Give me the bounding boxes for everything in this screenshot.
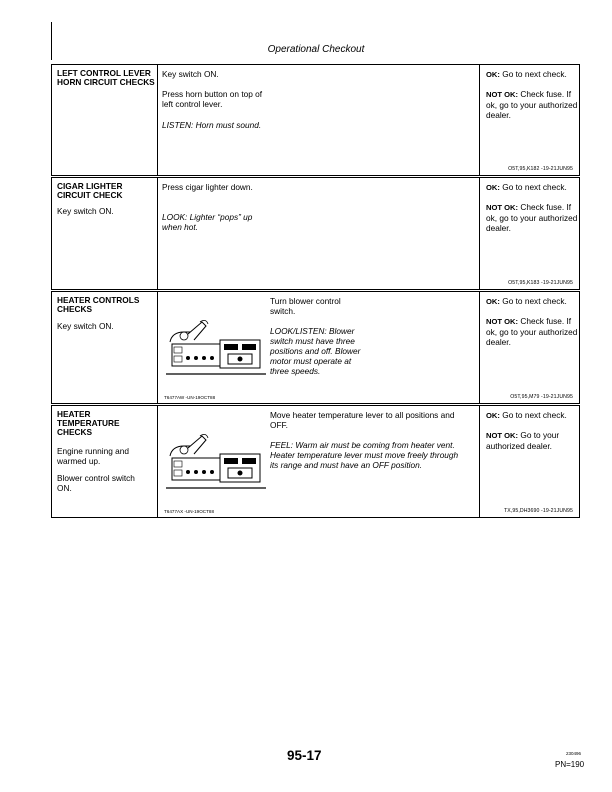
check-row-heater-temperature xyxy=(51,405,580,518)
check-row-heater-controls xyxy=(51,291,580,404)
figure-code: T6477AX -UN-19OCT88 xyxy=(164,509,215,514)
step-text: Move heater temperature lever to all positions and OFF. xyxy=(270,410,455,430)
result-not-ok: NOT OK: Go to your authorized dealer. xyxy=(486,430,560,451)
page-header: Operational Checkout xyxy=(267,44,365,55)
result-ok: OK: Go to next check. xyxy=(486,410,567,420)
check-title: HEATER CONTROLS CHECKS xyxy=(57,295,140,315)
result-not-ok: NOT OK: Check fuse. If ok, go to your authorized dealer. xyxy=(486,202,578,233)
step-check: LISTEN: Horn must sound. xyxy=(162,120,262,130)
result-ok: OK: Go to next check. xyxy=(486,69,567,79)
ref-code: O5T,95,K183 -19-21JUN95 xyxy=(508,280,573,286)
condition-text: Key switch ON. xyxy=(57,206,114,216)
result-not-ok: NOT OK: Check fuse. If ok, go to your authorized dealer. xyxy=(486,316,578,347)
condition-text: Key switch ON. xyxy=(57,321,114,331)
heater-control-panel-illustration xyxy=(162,428,270,500)
ref-code: TX,95,DH3690 -19-21JUN95 xyxy=(503,508,573,514)
condition-text: Engine running and warmed up. xyxy=(57,446,129,466)
ref-code: O5T,95,M79 -19-21JUN95 xyxy=(510,394,573,400)
result-ok: OK: Go to next check. xyxy=(486,296,567,306)
check-row-horn xyxy=(51,64,580,176)
footer-date: 230496 xyxy=(566,751,582,756)
check-title: LEFT CONTROL LEVER HORN CIRCUIT CHECKS xyxy=(57,68,155,88)
check-title: CIGAR LIGHTER CIRCUIT CHECK xyxy=(57,181,123,201)
footer-pn: PN=190 xyxy=(555,760,585,769)
step-text: Press cigar lighter down. xyxy=(162,182,253,192)
condition-text: Blower control switch ON. xyxy=(57,473,135,493)
check-title: HEATER TEMPERATURE CHECKS xyxy=(57,409,120,438)
check-row-cigar-lighter xyxy=(51,177,580,290)
step-text: Turn blower control switch. xyxy=(270,296,341,316)
result-not-ok: NOT OK: Check fuse. If ok, go to your authorized dealer. xyxy=(486,89,578,120)
step-text: Key switch ON. xyxy=(162,69,219,79)
figure-code: T6477AW -UN-19OCT88 xyxy=(164,395,216,400)
step-text: Press horn button on top of left control lever. xyxy=(162,89,263,109)
step-check: LOOK: Lighter “pops” up when hot. xyxy=(162,212,253,232)
page-number: 95-17 xyxy=(287,748,322,763)
heater-control-panel-illustration xyxy=(162,314,270,386)
step-check: FEEL: Warm air must be coming from heater vent. Heater temperature lever must move freely through its range and must have an OFF position. xyxy=(270,440,459,470)
ref-code: O5T,95,K182 -19-21JUN95 xyxy=(508,166,573,172)
step-check: LOOK/LISTEN: Blower switch must have three positions and off. Blower motor must operate at three speeds. xyxy=(270,326,361,376)
result-ok: OK: Go to next check. xyxy=(486,182,567,192)
